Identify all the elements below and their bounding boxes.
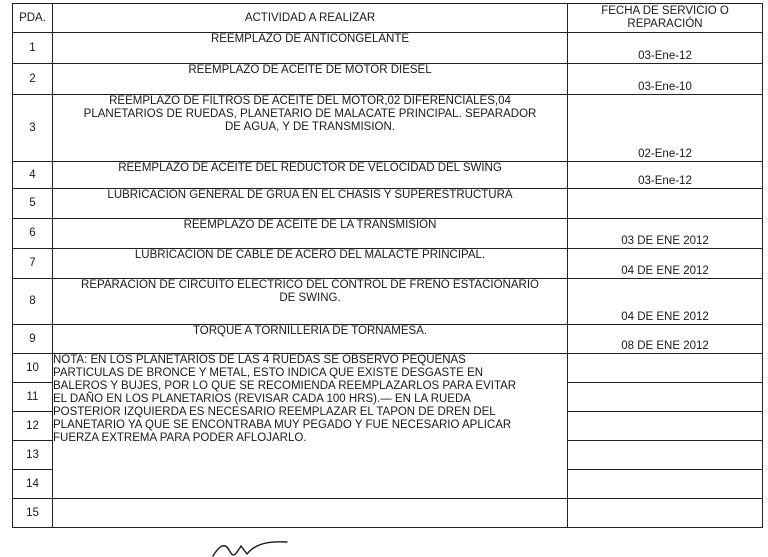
maintenance-table bbox=[12, 3, 763, 528]
activity-line: REEMPLAZO DE ACEITE DEL REDUCTOR DE VELOCIDAD DEL SWING bbox=[118, 162, 502, 174]
date-cell bbox=[568, 412, 763, 441]
note-cell bbox=[53, 354, 568, 499]
activity-line: LUBRICACION DE CABLE DE ACERO DEL MALACTE PRINCIPAL. bbox=[134, 249, 486, 261]
table-row bbox=[13, 499, 763, 528]
table-row bbox=[13, 64, 763, 95]
header-row bbox=[13, 4, 763, 33]
date-cell: 02-Ene-12 bbox=[568, 95, 763, 162]
row-number: 14 bbox=[13, 470, 53, 499]
activity-line: DE SWING. bbox=[279, 292, 341, 304]
activity-cell bbox=[53, 279, 568, 325]
activity-cell bbox=[53, 499, 568, 528]
date-cell: 03-Ene-12 bbox=[568, 33, 763, 64]
activity-line: REPARACION DE CIRCUITO ELECTRICO DEL CONTROL DE FRENO ESTACIONARIO bbox=[81, 279, 539, 291]
activity-cell bbox=[53, 33, 568, 64]
activity-line: PLANETARIOS DE RUEDAS, PLANETARIO DE MALACATE PRINCIPAL. SEPARADOR bbox=[83, 108, 537, 120]
header-pda: PDA. bbox=[13, 4, 53, 33]
table-row bbox=[13, 279, 763, 325]
header-activity: ACTIVIDAD A REALIZAR bbox=[53, 4, 568, 33]
activity-line: REEMPLAZO DE FILTROS DE ACEITE DEL MOTOR,02 DIFERENCIALES,04 bbox=[109, 95, 511, 107]
row-number: 11 bbox=[13, 383, 53, 412]
row-number: 2 bbox=[13, 64, 53, 95]
table-row bbox=[13, 325, 763, 354]
row-number: 10 bbox=[13, 354, 53, 383]
table-row bbox=[13, 162, 763, 189]
row-number: 9 bbox=[13, 325, 53, 354]
row-number: 5 bbox=[13, 189, 53, 219]
date-cell bbox=[568, 499, 763, 528]
note-line: PARTICULAS DE BRONCE Y METAL, ESTO INDICA QUE EXISTE DESGASTE EN bbox=[53, 367, 484, 379]
note-line: FUERZA EXTREMA PARA PODER AFLOJARLO. bbox=[53, 432, 307, 444]
activity-line: REEMPLAZO DE ACEITE DE LA TRANSMISION bbox=[183, 219, 437, 231]
date-cell bbox=[568, 470, 763, 499]
row-number: 3 bbox=[13, 95, 53, 162]
row-number: 4 bbox=[13, 162, 53, 189]
activity-cell bbox=[53, 189, 568, 219]
note-line: EL DAÑO EN LOS PLANETARIOS (REVISAR CADA 100 HRS).— EN LA RUEDA bbox=[53, 393, 471, 405]
table-row bbox=[13, 354, 763, 383]
date-cell bbox=[568, 354, 763, 383]
activity-cell bbox=[53, 95, 568, 162]
activity-cell bbox=[53, 219, 568, 249]
row-number: 8 bbox=[13, 279, 53, 325]
table-row bbox=[13, 249, 763, 279]
signature-mark bbox=[205, 540, 295, 557]
note-line: POSTERIOR IZQUIERDA ES NECESARIO REEMPLAZAR EL TAPON DE DREN DEL bbox=[53, 406, 496, 418]
activity-line: LUBRICACION GENERAL DE GRUA EN EL CHASIS Y SUPERESTRUCTURA bbox=[107, 189, 513, 201]
activity-cell bbox=[53, 325, 568, 354]
row-number: 15 bbox=[13, 499, 53, 528]
date-cell bbox=[568, 441, 763, 470]
table-row bbox=[13, 219, 763, 249]
date-cell: 04 DE ENE 2012 bbox=[568, 279, 763, 325]
row-number: 12 bbox=[13, 412, 53, 441]
activity-cell bbox=[53, 64, 568, 95]
activity-line: TORQUE A TORNILLERIA DE TORNAMESA. bbox=[192, 325, 428, 337]
activity-cell bbox=[53, 162, 568, 189]
table-row bbox=[13, 189, 763, 219]
header-date bbox=[568, 4, 763, 33]
activity-line: REEMPLAZO DE ANTICONGELANTE bbox=[210, 33, 410, 45]
date-cell: 03-Ene-10 bbox=[568, 64, 763, 95]
date-cell bbox=[568, 383, 763, 412]
activity-cell bbox=[53, 249, 568, 279]
note-line: BALEROS Y BUJES, POR LO QUE SE RECOMIENDA REEMPLAZARLOS PARA EVITAR bbox=[53, 380, 517, 392]
table-row bbox=[13, 95, 763, 162]
date-cell bbox=[568, 189, 763, 219]
header-date-line2: REPARACIÓN bbox=[627, 18, 703, 30]
date-cell: 03-Ene-12 bbox=[568, 162, 763, 189]
activity-line: REEMPLAZO DE ACEITE DE MOTOR DIESEL bbox=[188, 64, 432, 76]
table-row bbox=[13, 33, 763, 64]
date-cell: 08 DE ENE 2012 bbox=[568, 325, 763, 354]
row-number: 7 bbox=[13, 249, 53, 279]
note-line: PLANETARIO YA QUE SE ENCONTRABA MUY PEGADO Y FUE NECESARIO APLICAR bbox=[53, 419, 512, 431]
row-number: 1 bbox=[13, 33, 53, 64]
row-number: 13 bbox=[13, 441, 53, 470]
note-line: NOTA: EN LOS PLANETARIOS DE LAS 4 RUEDAS SE OBSERVO PEQUEÑAS bbox=[53, 354, 466, 366]
activity-line: DE AGUA, Y DE TRANSMISION. bbox=[225, 121, 395, 133]
row-number: 6 bbox=[13, 219, 53, 249]
date-cell: 03 DE ENE 2012 bbox=[568, 219, 763, 249]
header-date-line1: FECHA DE SERVICIO O bbox=[601, 5, 729, 17]
date-cell: 04 DE ENE 2012 bbox=[568, 249, 763, 279]
